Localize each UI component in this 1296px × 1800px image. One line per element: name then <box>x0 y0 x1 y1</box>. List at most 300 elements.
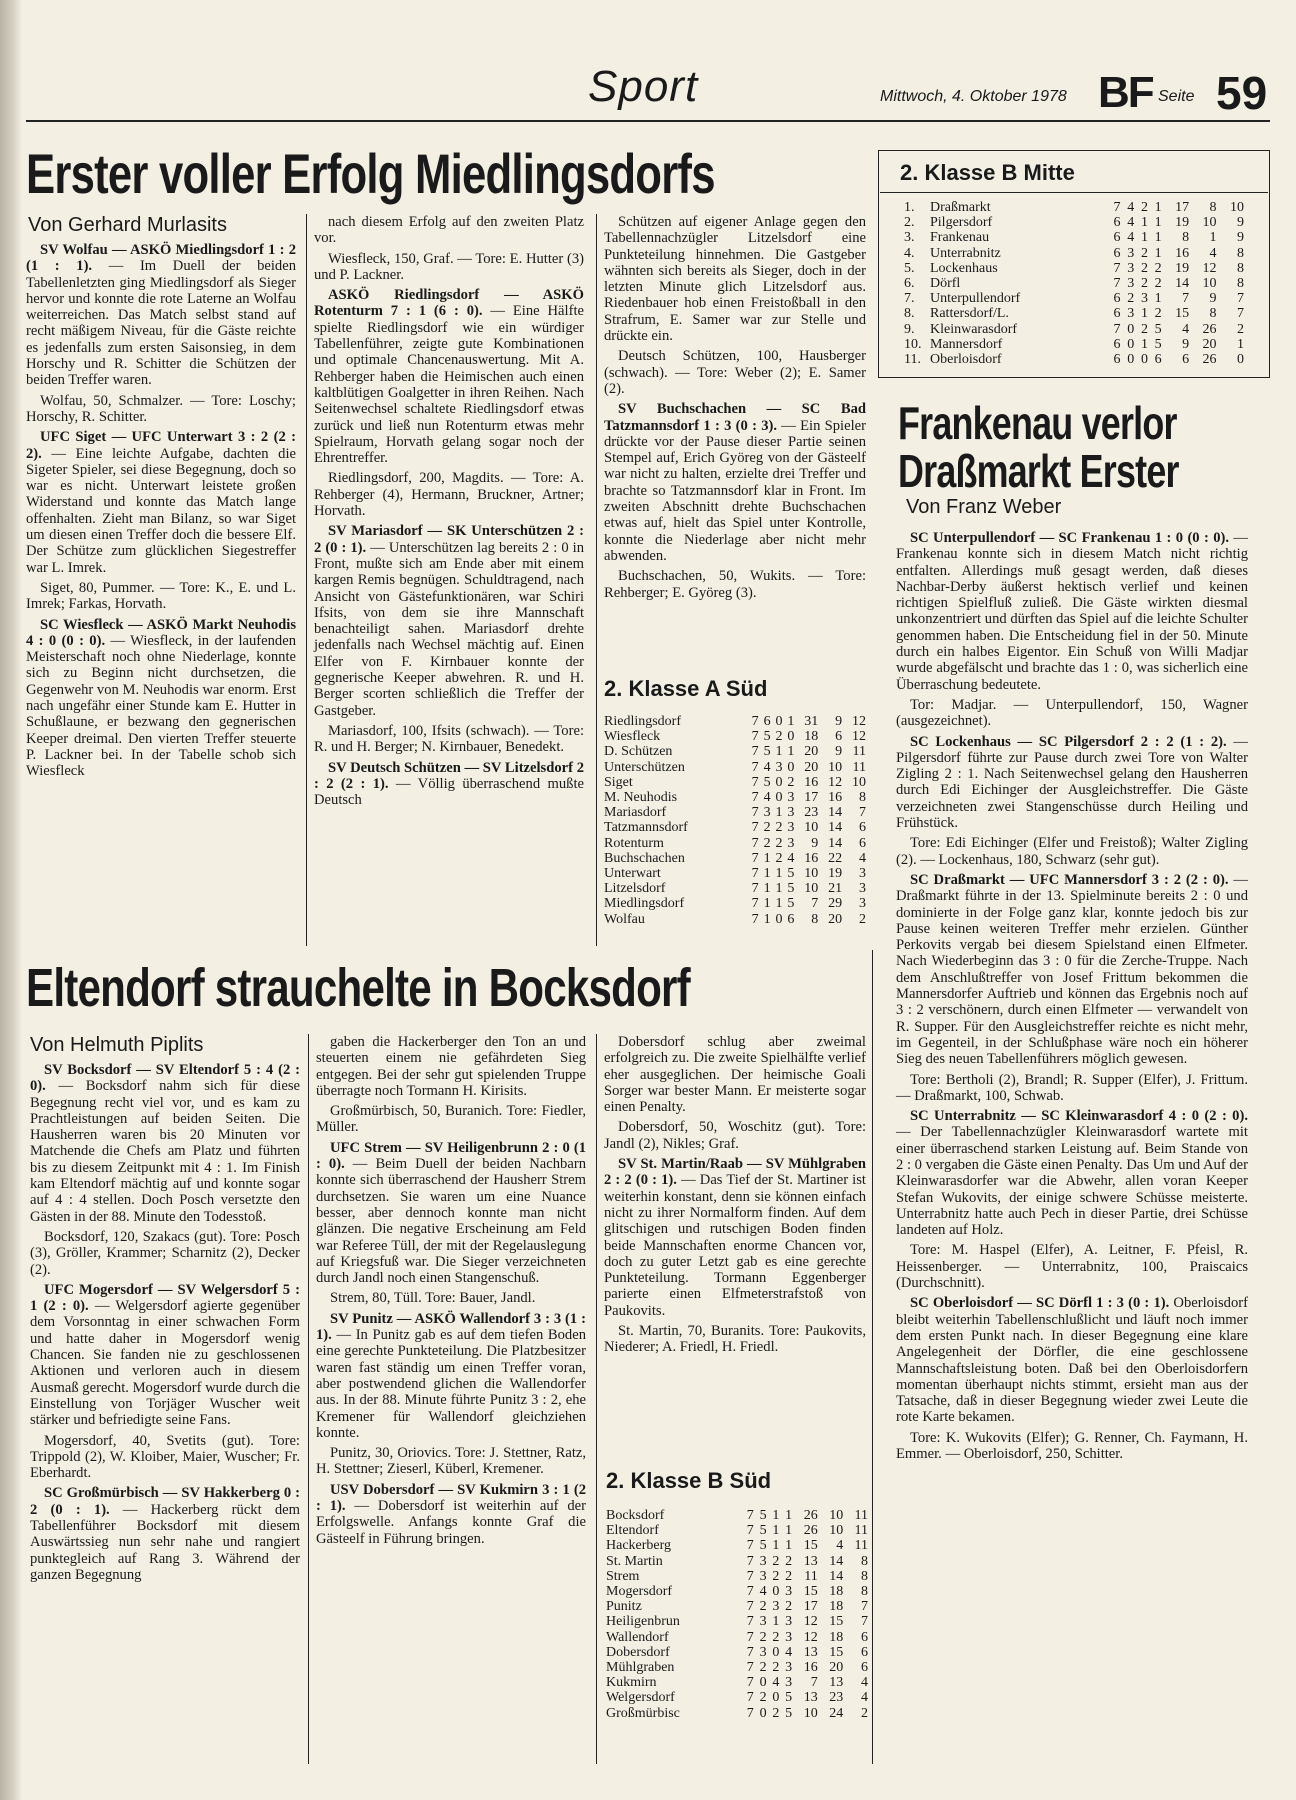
stat-value: 0 <box>1127 321 1135 337</box>
paragraph <box>314 523 584 719</box>
table-row <box>904 322 1244 337</box>
stat-value: 3 <box>772 1599 780 1615</box>
paragraph-text: Tor: Madjar. — Unterpullendorf, 150, Wagner (ausgezeichnet). <box>896 696 1248 730</box>
stat-value: 5 <box>759 1523 767 1539</box>
stat-value: 14 <box>829 1568 844 1584</box>
stat-value: 29 <box>828 896 843 912</box>
stat-value: 23 <box>829 1690 844 1706</box>
paragraph-text: — Der Tabellennachzügler Kleinwarasdorf wartete mit einer überraschend starken Leistung auf. Beim Stande von 2 : 0 vergaben die Gäste einen Penalty. Das Um und Auf der Kleinwarasdorfer war die Abwehr, allen voran Keeper Stefan Wukovits, der einige schwere Schüsse meisterte. Unterrabnitz hatte auch Pech in dieser Partie, drei Schüsse landeten auf Holz. <box>896 1124 1248 1239</box>
rank: 7. <box>904 291 915 307</box>
stat-value: 1 <box>787 714 795 729</box>
stat-value: 4 <box>759 1584 767 1600</box>
team-name: Kukmirn <box>606 1675 657 1691</box>
stat-value: 7 <box>859 805 866 821</box>
stat-value: 16 <box>828 790 843 806</box>
team-name: Eltendorf <box>606 1523 659 1539</box>
stat-value: 2 <box>1237 321 1244 337</box>
stat-value: 4 <box>1127 200 1135 215</box>
table-row <box>904 246 1244 261</box>
stat-value: 20 <box>828 911 843 927</box>
table-b-sued-title: 2. Klasse B Süd <box>606 1468 772 1493</box>
stat-value: 7 <box>1113 260 1121 276</box>
stat-value: 0 <box>775 790 783 806</box>
paragraph-text: — Bocksdorf nahm sich für diese Begegnung recht viel vor, und es kam zu Prachtleistungen auf beiden Seiten. Die Hausherren waren bis 20 Minuten vor Matchende die Chefs am Platz und führten bis zu diesem Zeitpunkt mit 4 : 1. Im Finish kam Eltendorf mächtig auf und konnte sogar auf 4 : 4 stellen. Doch Posch versetzte den Gästen in der 88. Minute den Todesstoß. <box>30 1078 300 1225</box>
paragraph <box>604 348 866 397</box>
stat-value: 2 <box>775 729 783 745</box>
match-result: UFC Strem — SV Heiligenbrunn 2 : 0 (1 : 0). <box>316 1139 586 1173</box>
stat-value: 7 <box>751 759 759 775</box>
stat-value: 7 <box>1113 200 1121 215</box>
table-b-mitte <box>904 200 1244 367</box>
paragraph <box>604 1156 866 1319</box>
stat-value: 9 <box>1237 215 1244 231</box>
stat-value: 9 <box>811 835 819 851</box>
stat-value: 18 <box>829 1584 844 1600</box>
stat-value: 9 <box>1237 230 1244 246</box>
stat-value: 19 <box>1175 215 1190 231</box>
stat-value: 12 <box>1202 260 1217 276</box>
table-row <box>604 744 866 759</box>
stat-value: 4 <box>1127 215 1135 231</box>
stat-value: 2 <box>785 1553 793 1569</box>
stat-value: 4 <box>787 850 795 866</box>
stat-value: 3 <box>859 896 866 912</box>
table-row <box>604 836 866 851</box>
stat-value: 6 <box>787 911 795 927</box>
stat-value: 6 <box>1113 306 1121 322</box>
paragraph <box>896 697 1248 730</box>
stat-value: 3 <box>785 1660 793 1676</box>
paragraph-text: Schützen auf eigener Anlage gegen den Tabellennachzügler Litzelsdorf eine Punkteteilung hinnehmen. Die Gastgeber wähnten sich bereits als Sieger, doch in der letzten Minute glich Litzelsdorf aus. Riedenbauer hob einen Freistoßball in den Strafrum, E. Samer war zur Stelle und drückte ein. <box>604 214 866 345</box>
stat-value: 7 <box>1182 291 1190 307</box>
stat-value: 7 <box>751 790 759 806</box>
team-name: Unterrabnitz <box>930 245 1001 261</box>
section-title: Sport <box>588 62 699 111</box>
scan-edge <box>0 0 22 1800</box>
stat-value: 1 <box>787 744 795 760</box>
stat-value: 2 <box>775 835 783 851</box>
paragraph-text: Bocksdorf, 120, Szakacs (gut). Tore: Posch (3), Gröller, Krammer; Scharnitz (2), Decker (2). <box>30 1228 300 1278</box>
stat-value: 11 <box>852 744 866 760</box>
table-row <box>904 337 1244 352</box>
stat-value: 17 <box>804 790 819 806</box>
stat-value: 6 <box>1113 291 1121 307</box>
stat-value: 1 <box>785 1523 793 1539</box>
article3-col2 <box>316 1034 586 1551</box>
stat-value: 10 <box>852 774 866 790</box>
match-result: USV Dobersdorf — SV Kukmirn 3 : 1 (2 : 1). <box>316 1481 586 1515</box>
stat-value: 8 <box>1237 245 1244 261</box>
stat-value: 5 <box>787 896 795 912</box>
table-row <box>604 912 866 927</box>
stat-value: 1 <box>775 896 783 912</box>
team-name: Rotenturm <box>604 835 664 851</box>
paragraph <box>896 872 1248 1068</box>
stat-value: 26 <box>1202 352 1217 368</box>
table-row <box>606 1660 868 1675</box>
paragraph <box>26 429 296 576</box>
paragraph <box>314 470 584 519</box>
stat-value: 13 <box>803 1553 818 1569</box>
stat-value: 19 <box>1175 260 1190 276</box>
stat-value: 9 <box>835 744 843 760</box>
stat-value: 6 <box>1113 215 1121 231</box>
stat-value: 1 <box>1140 336 1148 352</box>
match-result: SC Unterpullendorf — SC Frankenau 1 : 0 (0 : 0). <box>910 530 1230 546</box>
stat-value: 3 <box>775 759 783 775</box>
stat-value: 1 <box>772 1614 780 1630</box>
stat-value: 7 <box>746 1614 754 1630</box>
stat-value: 3 <box>787 835 795 851</box>
stat-value: 8 <box>861 1584 868 1600</box>
paragraph-text: Deutsch Schützen, 100, Hausberger (schwach). — Tore: Weber (2); E. Samer (2). <box>604 348 866 397</box>
paragraph-text: Wolfau, 50, Schmalzer. — Tore: Loschy; Horschy, R. Schitter. <box>26 392 296 425</box>
stat-value: 10 <box>1202 276 1217 292</box>
table-row <box>904 306 1244 321</box>
stat-value: 7 <box>751 774 759 790</box>
stat-value: 6 <box>859 835 866 851</box>
stat-value: 6 <box>861 1660 868 1676</box>
team-name: Siget <box>604 774 633 790</box>
stat-value: 13 <box>803 1690 818 1706</box>
stat-value: 1 <box>1237 336 1244 352</box>
table-row <box>604 714 866 729</box>
table-row <box>604 896 866 911</box>
article1-col2 <box>314 214 584 812</box>
stat-value: 7 <box>751 835 759 851</box>
issue-date: Mittwoch, 4. Oktober 1978 <box>880 88 1067 105</box>
stat-value: 14 <box>828 835 843 851</box>
stat-value: 0 <box>1140 352 1148 368</box>
stat-value: 3 <box>1127 276 1135 292</box>
stat-value: 16 <box>1175 245 1190 261</box>
stat-value: 12 <box>828 774 843 790</box>
paragraph-text: Dobersdorf schlug aber zweimal erfolgreich zu. Die zweite Spielhälfte verlief eher ausgeglichen. Der heimische Goali Sorger war bester Mann. Er meisterte sogar einen Penalty. <box>604 1034 866 1116</box>
stat-value: 3 <box>787 790 795 806</box>
stat-value: 0 <box>1127 352 1135 368</box>
article1-col1 <box>26 242 296 784</box>
stat-value: 4 <box>785 1644 793 1660</box>
match-result: SV Deutsch Schützen — SV Litzelsdorf 2 : 2 (2 : 1). <box>314 759 584 792</box>
team-name: Mogersdorf <box>606 1584 673 1600</box>
paragraph-text: Buchschachen, 50, Wukits. — Tore: Rehberger; E. Györeg (3). <box>604 568 866 601</box>
table-row <box>606 1554 868 1569</box>
stat-value: 12 <box>803 1614 818 1630</box>
stat-value: 1 <box>775 805 783 821</box>
stat-value: 10 <box>1202 215 1217 231</box>
stat-value: 26 <box>803 1523 818 1539</box>
match-result: SV Mariasdorf — SK Unterschützen 2 : 2 (0 : 1). <box>314 523 584 556</box>
article1-col3 <box>604 214 866 605</box>
match-result: SC Lockenhaus — SC Pilgersdorf 2 : 2 (1 : 2). <box>910 733 1227 750</box>
stat-value: 3 <box>1127 245 1135 261</box>
stat-value: 18 <box>829 1629 844 1645</box>
match-result: ASKÖ Riedlingsdorf — ASKÖ Rotenturm 7 : 1 (6 : 0). <box>314 287 584 320</box>
paragraph-text: St. Martin, 70, Buranits. Tore: Paukovits, Niederer; A. Friedl, H. Friedl. <box>604 1323 866 1356</box>
stat-value: 3 <box>785 1584 793 1600</box>
stat-value: 0 <box>772 1584 780 1600</box>
article2-body <box>896 530 1248 1466</box>
stat-value: 7 <box>746 1538 754 1554</box>
stat-value: 7 <box>810 1675 818 1691</box>
team-name: Pilgersdorf <box>930 215 993 231</box>
team-name: Tatzmannsdorf <box>604 820 688 836</box>
stat-value: 12 <box>852 729 866 745</box>
paragraph-text: — Eine Hälfte spielte Riedlingsdorf wie ein würdiger Tabellenführer, zeigte gute Kombinationen und optimale Chancenauswertung. Mit A. Rehberger haben die Heimischen auch einen kaltblütigen Goalgetter in ihren Reihen. Nach Seitenwechsel schaltete Riedlingsdorf etwas zurück und ließ nun Rotenturm etwas mehr Spielraum, Horvath gelang sogar noch der Ehrentreffer. <box>314 303 584 467</box>
stat-value: 2 <box>1140 245 1148 261</box>
stat-value: 2 <box>772 1629 780 1645</box>
stat-value: 7 <box>751 820 759 836</box>
table-row <box>904 215 1244 230</box>
stat-value: 0 <box>775 911 783 927</box>
match-result: UFC Mogersdorf — SV Welgersdorf 5 : 1 (2 : 0). <box>30 1281 300 1315</box>
paragraph-text: — Wiesfleck, in der laufenden Meisterschaft noch ohne Niederlage, konnte sich zu Beginn nicht durchsetzen, die Gegenwehr von M. Neuhodis war enorm. Erst nach ungefähr einer Stunde kam E. Hutter in Schußlaune, er bezwang den gegnerischen Keeper dreimal. Den vierten Treffer steuerte P. Lackner bei. In der Tabelle schob sich Wiesfleck <box>26 632 296 780</box>
paragraph-text: Tore: Bertholi (2), Brandl; R. Supper (Elfer), J. Frittum. — Draßmarkt, 100, Schwab. <box>896 1071 1248 1104</box>
paragraph <box>314 723 584 756</box>
stat-value: 4 <box>836 1538 844 1554</box>
stat-value: 20 <box>804 759 819 775</box>
stat-value: 2 <box>787 774 795 790</box>
paragraph-text: — Pilgersdorf führte zur Pause durch zwei Tore von Walter Zigling 2 : 1. Nach Seitenwechsel gelang den Hausherren durch Edi Eichinger der Ausgleichstreffer. Die Gäste verzeichneten zwei Stangenschüsse durch Heiling und Frühstück. <box>896 733 1249 832</box>
match-result: SV Wolfau — ASKÖ Miedlingsdorf 1 : 2 (1 : 1). <box>26 242 296 275</box>
stat-value: 20 <box>804 744 819 760</box>
rank: 5. <box>904 260 915 276</box>
stat-value: 5 <box>759 1508 767 1523</box>
paragraph <box>316 1103 586 1136</box>
stat-value: 2 <box>1140 200 1148 215</box>
stat-value: 15 <box>829 1644 844 1660</box>
stat-value: 26 <box>1202 321 1217 337</box>
paragraph-text: Tore: Edi Eichinger (Elfer und Freistoß); Walter Zigling (2). — Lockenhaus, 180, Schwarz (sehr gut). <box>896 835 1248 868</box>
team-name: Rattersdorf/L. <box>930 306 1009 322</box>
column-divider <box>596 214 597 946</box>
paragraph <box>30 1485 300 1583</box>
table-row <box>606 1706 868 1721</box>
stat-value: 3 <box>859 881 866 897</box>
stat-value: 12 <box>803 1629 818 1645</box>
table-row <box>604 760 866 775</box>
stat-value: 7 <box>746 1508 754 1523</box>
table-row <box>606 1584 868 1599</box>
paragraph <box>30 1229 300 1278</box>
stat-value: 0 <box>775 714 783 729</box>
stat-value: 7 <box>751 866 759 882</box>
stat-value: 7 <box>746 1705 754 1721</box>
paragraph-text: — Eine leichte Aufgabe, dachten die Sigeter Spieler, sei diese Begegnung, doch so war es nicht. Unterwart leistete großen Widerstand und konnte das Match lange offenhalten. Zieht man Bilanz, so war Siget um diesen einen Treffer doch die bessere Elf. Der Schütze zum glücklichen Siegestreffer war L. Imrek. <box>26 445 296 576</box>
stat-value: 8 <box>1209 200 1217 215</box>
rank: 4. <box>904 245 915 261</box>
table-row <box>604 775 866 790</box>
stat-value: 10 <box>804 866 819 882</box>
stat-value: 4 <box>772 1675 780 1691</box>
stat-value: 5 <box>787 866 795 882</box>
team-name: Mannersdorf <box>930 336 1003 352</box>
team-name: Wolfau <box>604 911 645 927</box>
match-result: UFC Siget — UFC Unterwart 3 : 2 (2 : 2). <box>26 429 296 462</box>
paragraph-text: Tore: M. Haspel (Elfer), A. Leitner, F. Pfeisl, R. Heissenberger. — Unterrabnitz, 100, Praiscaics (Durchschnitt). <box>896 1242 1248 1292</box>
column-divider <box>306 214 307 946</box>
stat-value: 3 <box>1140 291 1148 307</box>
paragraph-text: — Frankenau konnte sich in diesem Match nicht richtig entfalten. Allerdings muß gesagt werden, daß dieses Nachbar-Derby äußerst hektisch verlief und keinen richtigen Spielfluß zuließ. Die Gäste wirkten diesmal unkonzentriert und dürften das Spiel auf die leichte Schulter genommen haben. Die Entscheidung fiel in der 50. Minute durch ein halbes Eigentor. Ein Schuß von Willi Madjar wurde abgefälscht und brachte das 1 : 0, was sicherlich eine Überraschung bedeutete. <box>896 530 1249 693</box>
stat-value: 18 <box>804 729 819 745</box>
match-result: SV Buchschachen — SC Bad Tatzmannsdorf 1 : 3 (0 : 3). <box>604 401 866 434</box>
stat-value: 11 <box>854 1523 868 1539</box>
team-name: Bocksdorf <box>606 1508 665 1523</box>
stat-value: 2 <box>1140 276 1148 292</box>
stat-value: 8 <box>861 1553 868 1569</box>
stat-value: 2 <box>1154 260 1162 276</box>
team-name: Dörfl <box>930 276 961 292</box>
stat-value: 3 <box>759 1553 767 1569</box>
stat-value: 0 <box>759 1675 767 1691</box>
stat-value: 15 <box>803 1538 818 1554</box>
paragraph-text: Mogersdorf, 40, Svetits (gut). Tore: Trippold (2), W. Kloiber, Maier, Wuscher; Fr. Eberhardt. <box>30 1432 300 1482</box>
match-result: SV St. Martin/Raab — SV Mühlgraben 2 : 2 (0 : 1). <box>604 1156 866 1189</box>
stat-value: 5 <box>1154 336 1162 352</box>
team-name: Litzelsdorf <box>604 881 666 897</box>
stat-value: 7 <box>861 1599 868 1615</box>
stat-value: 14 <box>828 805 843 821</box>
stat-value: 2 <box>772 1660 780 1676</box>
stat-value: 4 <box>861 1675 868 1691</box>
stat-value: 2 <box>1154 276 1162 292</box>
stat-value: 0 <box>787 729 795 745</box>
paragraph <box>316 1034 586 1099</box>
stat-value: 3 <box>759 1614 767 1630</box>
paragraph-text: — Ein Spieler drückte vor der Pause dieser Partie seinen Stempel auf, Erich Györeg von der Gästeelf war nicht zu halten, erzielte drei Treffer und brachte so Tatzmannsdorf klar in Front. Im zweiten Abschnitt drehte Buchschachen etwas auf, hielt das Spiel unter Kontrolle, konnte die Niederlage aber nicht mehr abwenden. <box>604 417 866 564</box>
stat-value: 10 <box>829 1508 844 1523</box>
table-a-sued-title: 2. Klasse A Süd <box>604 676 768 701</box>
stat-value: 2 <box>772 1705 780 1721</box>
stat-value: 31 <box>804 714 819 729</box>
team-name: Großmürbisc <box>606 1705 680 1721</box>
table-row <box>604 851 866 866</box>
team-name: Draßmarkt <box>930 200 991 215</box>
stat-value: 16 <box>803 1660 818 1676</box>
stat-value: 1 <box>775 744 783 760</box>
stat-value: 17 <box>803 1599 818 1615</box>
stat-value: 8 <box>861 1568 868 1584</box>
stat-value: 8 <box>1209 306 1217 322</box>
stat-value: 2 <box>772 1568 780 1584</box>
paragraph <box>604 1034 866 1115</box>
stat-value: 1 <box>763 881 771 897</box>
paragraph <box>604 214 866 344</box>
stat-value: 4 <box>859 850 866 866</box>
paragraph-text: — Dobersdorf ist weiterhin auf der Erfolgswelle. Anfangs konnte Graf die Gästeelf in Führung bringen. <box>316 1498 586 1547</box>
team-name: Oberloisdorf <box>930 352 1002 368</box>
stat-value: 3 <box>1127 260 1135 276</box>
team-name: Kleinwarasdorf <box>930 321 1018 337</box>
stat-value: 15 <box>803 1584 818 1600</box>
team-name: Unterschützen <box>604 759 685 775</box>
table-b-mitte-title: 2. Klasse B Mitte <box>900 160 1075 185</box>
paragraph <box>30 1062 300 1225</box>
stat-value: 6 <box>859 820 866 836</box>
stat-value: 1 <box>1154 200 1162 215</box>
stat-value: 5 <box>759 1538 767 1554</box>
stat-value: 2 <box>772 1553 780 1569</box>
stat-value: 7 <box>1113 321 1121 337</box>
page-number: 59 <box>1216 67 1268 119</box>
team-name: Unterwart <box>604 866 661 882</box>
stat-value: 5 <box>1154 321 1162 337</box>
paragraph-text: — Draßmarkt führte in der 13. Spielminute bereits 2 : 0 und dominierte in der Folge ganz klar, konnte jedoch bis zur Pause keinen weiteren Treffer mehr erzielen. Günther Perkovits vergab bei diesem Spielstand einen Elfmeter. Nach Wiederbeginn das 3 : 0 für die Zerche-Truppe. Nach dem Anschlußtreffer von Josef Frittum bekommen die Mannersdorfer Auftrieb und können das Ergebnis noch auf 3 : 2 verschönern, durch einen Elfmeter — verwandelt von R. Supper. Für den Ausgleichstreffer reichte es nicht mehr, im Gegenteil, in der Schlußphase wäre noch ein höherer Sieg des neuen Tabellenführers möglich gewesen. <box>896 871 1248 1068</box>
paragraph <box>896 1242 1248 1291</box>
stat-value: 11 <box>854 1508 868 1523</box>
table-row <box>604 729 866 744</box>
article3-col3 <box>604 1034 866 1360</box>
stat-value: 1 <box>763 896 771 912</box>
stat-value: 8 <box>811 911 819 927</box>
paragraph-text: Großmürbisch, 50, Buranich. Tore: Fiedler, Müller. <box>316 1103 586 1136</box>
table-row <box>604 881 866 896</box>
paragraph-text: Wiesfleck, 150, Graf. — Tore: E. Hutter (3) und P. Lackner. <box>314 250 584 283</box>
stat-value: 7 <box>746 1644 754 1660</box>
table-row <box>606 1599 868 1614</box>
paragraph-text: Oberloisdorf bleibt weiterhin Tabellenschlußlicht und läuft noch immer dem ersten Punkt nach. In dieser Begegnung eine klare Angelegenheit der Dörfler, die eine geschlossene Mannschaftsleistung boten. Daß bei den Oberloisdorfern momentan überhaupt nichts stimmt, ersieht man aus der Tatsache, daß in dieser Begegnung wieder zwei Leute die rote Karte bekamen. <box>896 1295 1248 1426</box>
table-rule <box>880 192 1268 193</box>
stat-value: 7 <box>746 1523 754 1539</box>
paragraph-text: — Beim Duell der beiden Nachbarn konnte sich überraschend der Hausherr Strem durchsetzen. Sie waren um eine Nuance besser, aber dennoch konnte man nicht glänzen. Die negative Erscheinung am Feld war Referee Tüll, der mit der Regelauslegung auf Kriegsfuß war. Die Sieger verzeichneten durch Jandl noch einen Stangenschuß. <box>316 1156 586 1287</box>
paragraph-text: — Im Duell der beiden Tabellenletzten ging Miedlingsdorf als Sieger hervor und konnte die rote Laterne an Wolfau weiterreichen. Das Match selbst stand auf recht mäßigem Niveau, für die Gäste reichte es jedenfalls zum ersten Saisonsieg, in dem Horschy und R. Schitter die Schützen der beiden Treffer waren. <box>26 258 296 389</box>
article3-col1 <box>30 1062 300 1587</box>
stat-value: 22 <box>828 850 843 866</box>
stat-value: 15 <box>1175 306 1190 322</box>
paragraph <box>604 1119 866 1152</box>
stat-value: 8 <box>1237 276 1244 292</box>
stat-value: 1 <box>1140 215 1148 231</box>
stat-value: 7 <box>861 1614 868 1630</box>
paragraph-text: gaben die Hackerberger den Ton an und steuerten einem nie gefährdeten Sieg entgegen. Bei der sehr gut spielenden Truppe überragte noch Tormann H. Kirisits. <box>316 1034 586 1099</box>
stat-value: 1 <box>775 881 783 897</box>
team-name: M. Neuhodis <box>604 790 678 806</box>
stat-value: 7 <box>1237 306 1244 322</box>
stat-value: 3 <box>759 1644 767 1660</box>
paragraph <box>604 1323 866 1356</box>
stat-value: 20 <box>829 1660 844 1676</box>
stat-value: 7 <box>746 1553 754 1569</box>
team-name: Unterpullendorf <box>930 291 1021 307</box>
stat-value: 7 <box>746 1599 754 1615</box>
paragraph-text: Tore: K. Wukovits (Elfer); G. Renner, Ch. Faymann, H. Emmer. — Oberloisdorf, 250, Schitter. <box>896 1429 1248 1463</box>
stat-value: 2 <box>759 1660 767 1676</box>
table-row <box>604 805 866 820</box>
stat-value: 7 <box>746 1584 754 1600</box>
stat-value: 3 <box>785 1675 793 1691</box>
stat-value: 5 <box>785 1690 793 1706</box>
rank: 8. <box>904 306 915 322</box>
table-row <box>606 1508 868 1523</box>
stat-value: 4 <box>763 790 771 806</box>
team-name: Wiesfleck <box>604 729 661 745</box>
table-row <box>604 820 866 835</box>
stat-value: 5 <box>763 744 771 760</box>
article2-headline-line1: Frankenau verlor <box>898 397 1177 449</box>
paragraph <box>896 1430 1248 1463</box>
stat-value: 10 <box>803 1705 818 1721</box>
stat-value: 2 <box>775 820 783 836</box>
paragraph <box>316 1140 586 1287</box>
stat-value: 7 <box>751 896 759 912</box>
paragraph <box>896 734 1248 832</box>
column-divider <box>308 1034 309 1764</box>
stat-value: 2 <box>785 1599 793 1615</box>
column-divider <box>596 1034 597 1764</box>
stat-value: 1 <box>763 850 771 866</box>
stat-value: 6 <box>835 729 843 745</box>
paragraph-text: — Das Tief der St. Martiner ist weiterhin konstant, denn sie können einfach nicht zu ihrer Normalform finden. Auf dem glitschigen und rutschigen Boden finden beide Mannschaften enorme Chancen vor, doch zu guter Letzt gab es eine gerechte Punkteteilung. Tormann Eggenberger parierte einen Elfmeterstrafstoß von Paukovits. <box>604 1172 866 1319</box>
